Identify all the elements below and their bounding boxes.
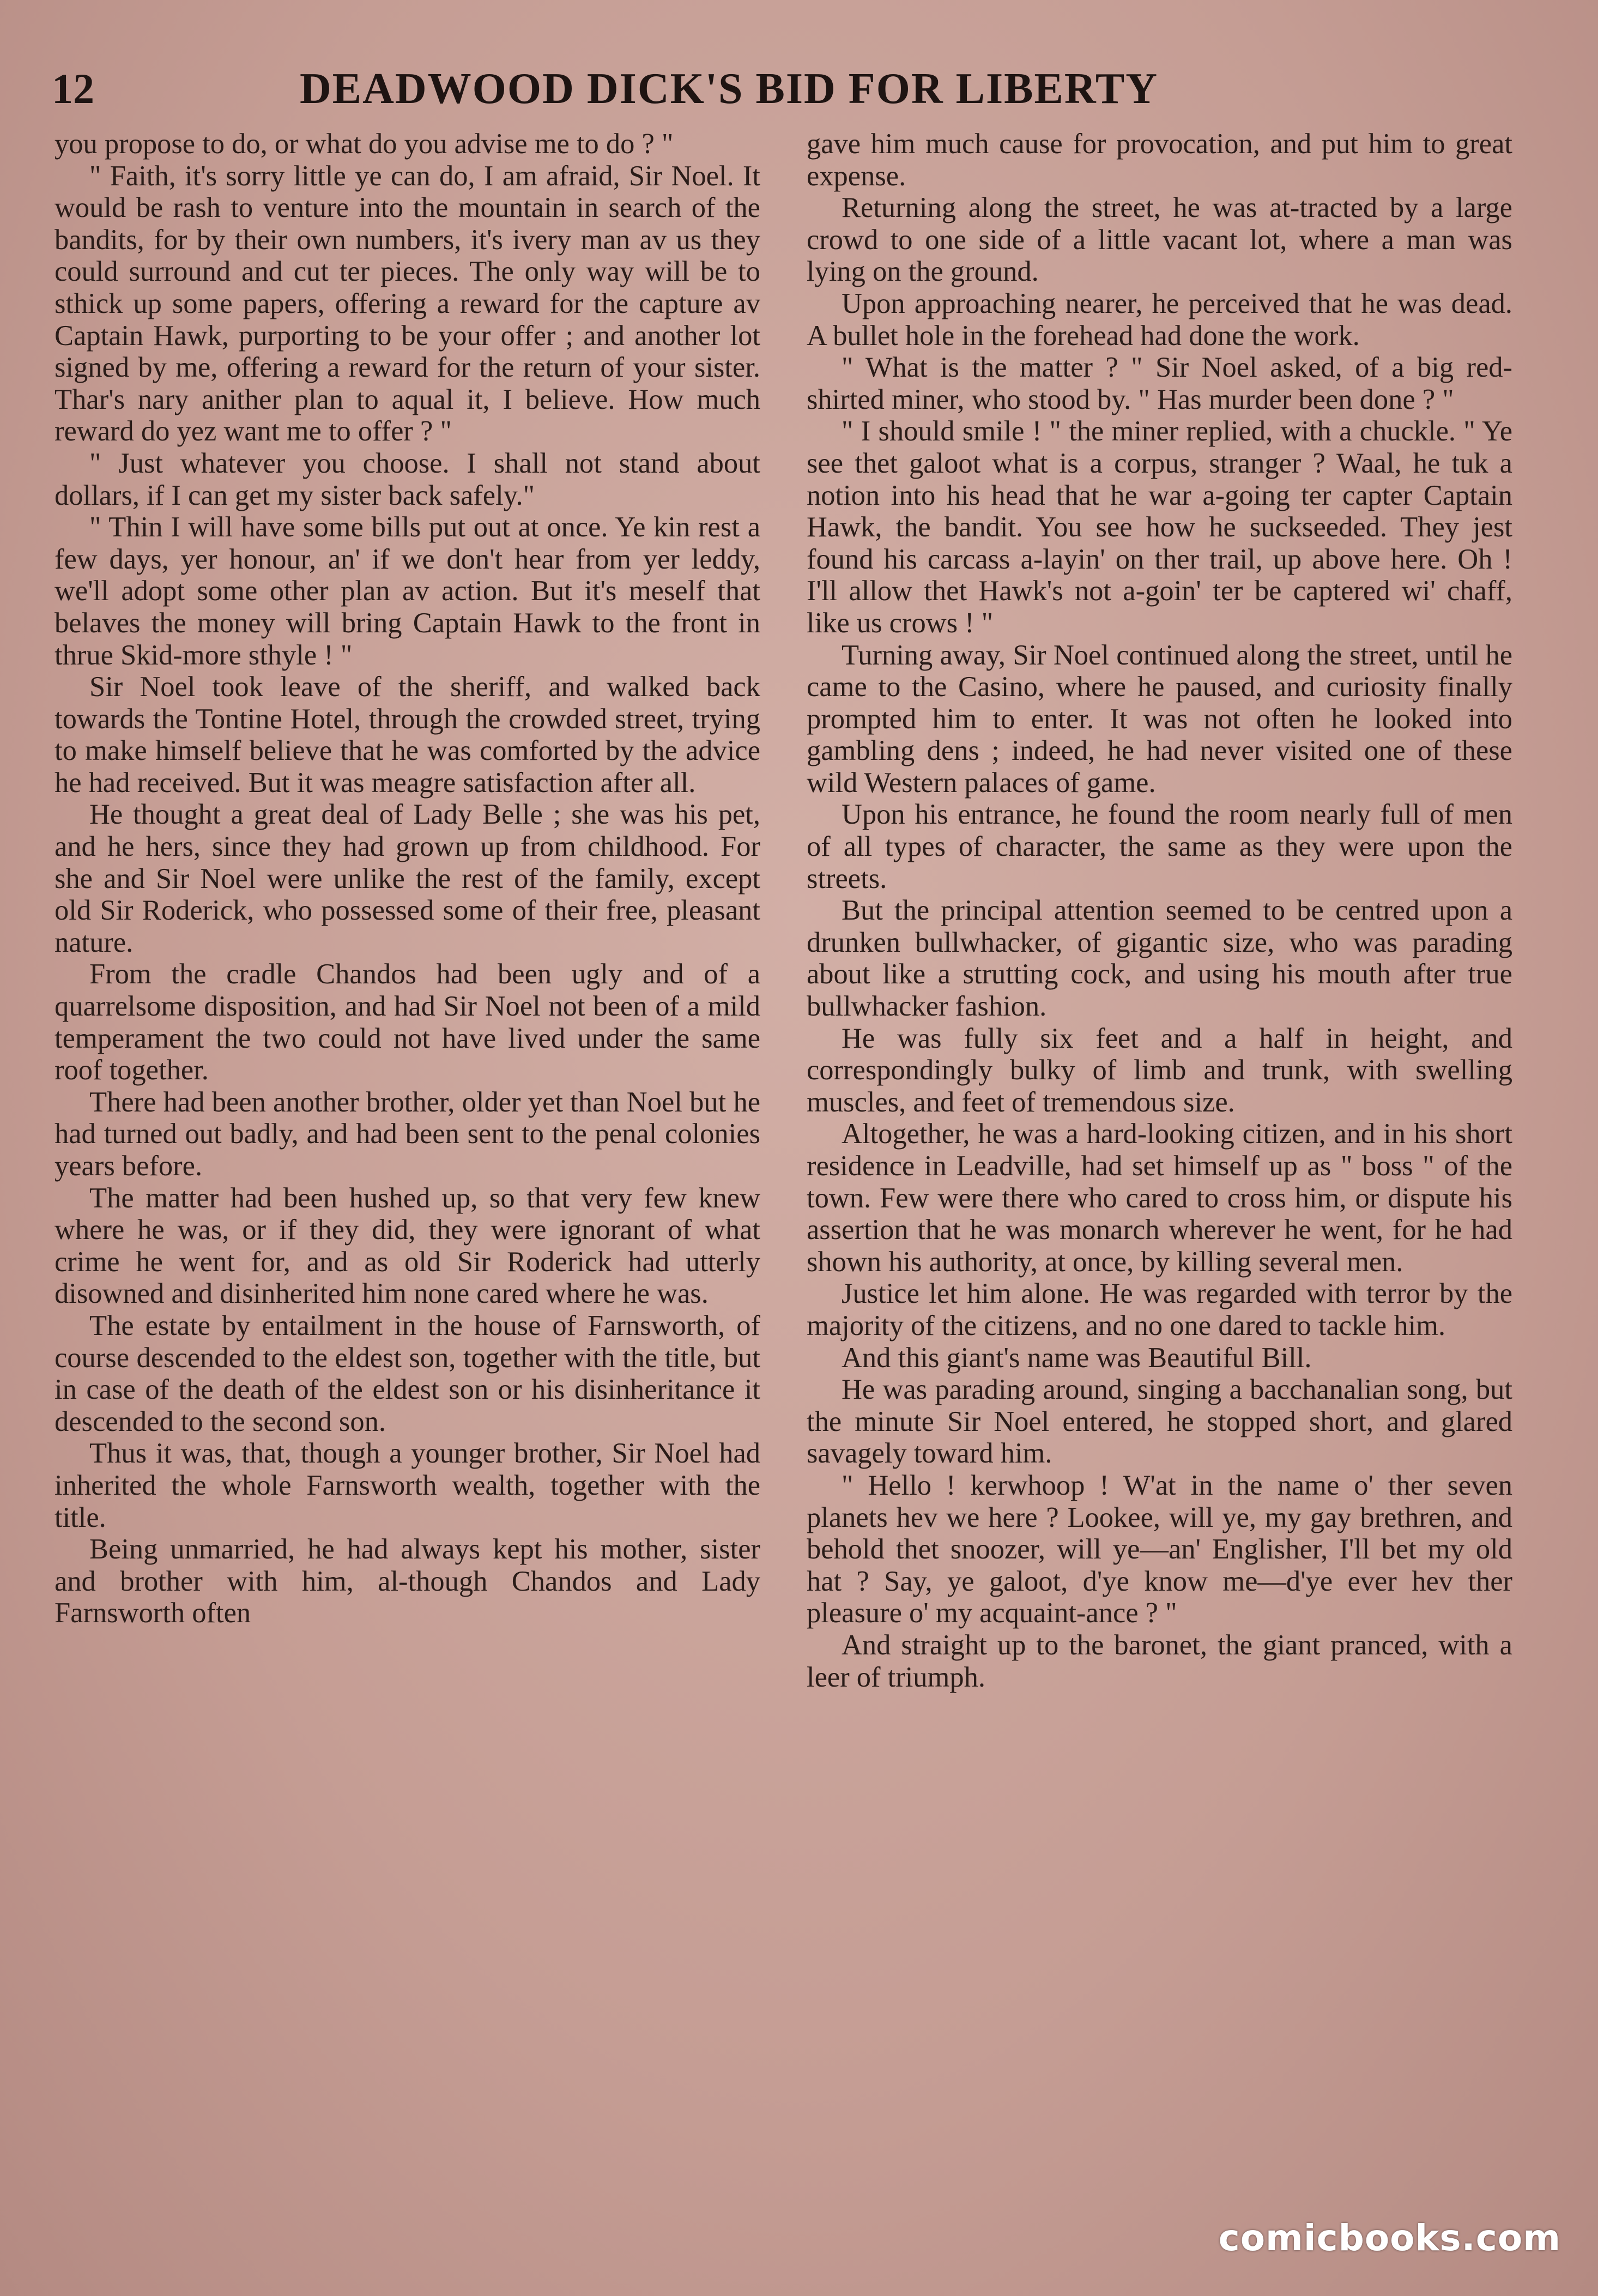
- right-column: [807, 128, 1512, 1693]
- paragraph: He was fully six feet and a half in height, and correspondingly bulky of limb and trunk, with swelling muscles, and feet of tremendous size.: [807, 1022, 1512, 1118]
- paragraph: Upon approaching nearer, he perceived that he was dead. A bullet hole in the forehead had done the work.: [807, 287, 1512, 352]
- paragraph: The matter had been hushed up, so that very few knew where he was, or if they did, they were ignorant of what crime he went for, and as old Sir Roderick had utterly disowned and disinherited him none cared where he was.: [55, 1182, 760, 1310]
- paragraph: From the cradle Chandos had been ugly and of a quarrelsome disposition, and had Sir Noel not been of a mild temperament the two could not have lived under the same roof together.: [55, 958, 760, 1086]
- paragraph: And straight up to the baronet, the giant pranced, with a leer of triumph.: [807, 1629, 1512, 1693]
- paragraph: " Faith, it's sorry little ye can do, I am afraid, Sir Noel. It would be rash to venture into the mountain in search of the bandits, for by their own numbers, it's ivery man av us they could surround and cut ter pieces. The only way will be to sthick up some papers, offering a reward for the capture av Captain Hawk, purporting to be your offer ; and another lot signed by me, offering a reward for the return of your sister. Thar's nary anither plan to aqual it, I believe. How much reward do yez want me to offer ? ": [55, 160, 760, 448]
- paragraph: The estate by entailment in the house of Farnsworth, of course descended to the eldest son, together with the title, but in case of the death of the eldest son or his disinheritance it descended to the second son.: [55, 1309, 760, 1437]
- paragraph: Being unmarried, he had always kept his mother, sister and brother with him, al-though Chandos and Lady Farnsworth often: [55, 1533, 760, 1629]
- paragraph: Thus it was, that, though a younger brother, Sir Noel had inherited the whole Farnsworth wealth, together with the title.: [55, 1437, 760, 1533]
- page-header: [52, 59, 1567, 119]
- site-watermark: comicbooks.com: [1218, 2217, 1561, 2259]
- paragraph: " I should smile ! " the miner replied, with a chuckle. " Ye see thet galoot what is a corpus, stranger ? Waal, he tuk a notion into his head that he war a-going ter capter Captain Hawk, the bandit. You see how he suckseeded. They jest found his carcass a-layin' on ther trail, up above here. Oh ! I'll allow thet Hawk's not a-goin' ter be captered wi' chaff, like us crows ! ": [807, 415, 1512, 639]
- paragraph: Sir Noel took leave of the sheriff, and walked back towards the Tontine Hotel, through the crowded street, trying to make himself believe that he was comforted by the advice he had received. But it was meagre satisfaction after all.: [55, 671, 760, 799]
- paragraph: And this giant's name was Beautiful Bill.: [842, 1342, 1312, 1374]
- paragraph: " Just whatever you choose. I shall not stand about dollars, if I can get my sister back safely.": [55, 447, 760, 511]
- paragraph: He thought a great deal of Lady Belle ; she was his pet, and he hers, since they had grown up from childhood. For she and Sir Noel were unlike the rest of the family, except old Sir Roderick, who possessed some of their free, pleasant nature.: [55, 799, 760, 958]
- left-column: [55, 128, 760, 1629]
- paragraph: " What is the matter ? " Sir Noel asked, of a big red-shirted miner, who stood by. " Has murder been done ? ": [807, 352, 1512, 415]
- paragraph: " Hello ! kerwhoop ! W'at in the name o' ther seven planets hev we here ? Lookee, will ye, my gay brethren, and behold thet snoozer, will ye—an' Englisher, I'll bet my old hat ? Say, ye galoot, d'ye know me—d'ye ever hev ther pleasure o' my acquaint-ance ? ": [807, 1469, 1512, 1629]
- running-title: DEADWOOD DICK'S BID FOR LIBERTY: [300, 65, 1158, 113]
- paragraph: But the principal attention seemed to be centred upon a drunken bullwhacker, of gigantic size, who was parading about like a strutting cock, and using his mouth after true bullwhacker fashion.: [807, 895, 1512, 1023]
- paragraph: " Thin I will have some bills put out at once. Ye kin rest a few days, yer honour, an' if we don't hear from yer leddy, we'll adopt some other plan av action. But it's meself that belaves the money will bring Captain Hawk to the front in thrue Skid-more sthyle ! ": [55, 511, 760, 671]
- paragraph: Turning away, Sir Noel continued along the street, until he came to the Casino, where he paused, and curiosity finally prompted him to enter. It was not often he looked into gambling dens ; indeed, he had never visited one of these wild Western palaces of game.: [807, 639, 1512, 799]
- paragraph: Returning along the street, he was at-tracted by a large crowd to one side of a little vacant lot, where a man was lying on the ground.: [807, 192, 1512, 288]
- paragraph: you propose to do, or what do you advise me to do ? ": [55, 128, 674, 160]
- paragraph: There had been another brother, older yet than Noel but he had turned out badly, and had been sent to the penal colonies years before.: [55, 1086, 760, 1182]
- paragraph: Justice let him alone. He was regarded with terror by the majority of the citizens, and no one dared to tackle him.: [807, 1278, 1512, 1342]
- page-number: 12: [52, 65, 94, 112]
- paragraph: Altogether, he was a hard-looking citizen, and in his short residence in Leadville, had set himself up as " boss " of the town. Few were there who cared to cross him, or dispute his assertion that he was monarch wherever he went, for he had shown his authority, at once, by killing several men.: [807, 1118, 1512, 1278]
- paragraph: Upon his entrance, he found the room nearly full of men of all types of character, the same as they were upon the streets.: [807, 799, 1512, 895]
- paragraph: gave him much cause for provocation, and put him to great expense.: [807, 128, 1512, 192]
- paragraph: He was parading around, singing a bacchanalian song, but the minute Sir Noel entered, he stopped short, and glared savagely toward him.: [807, 1374, 1512, 1470]
